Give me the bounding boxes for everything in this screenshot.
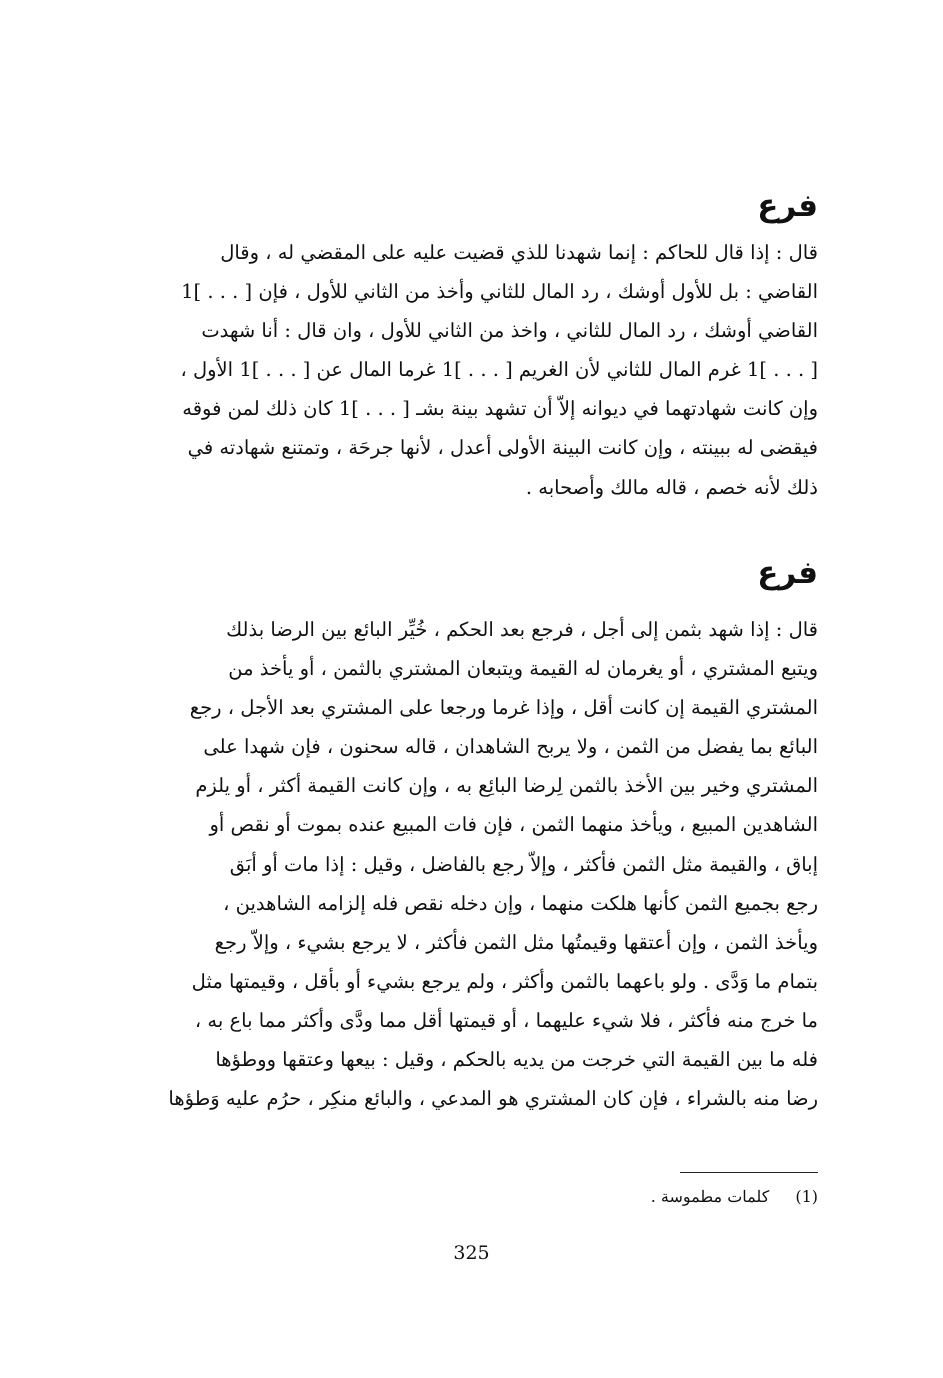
text-line: بتمام ما وَدَّى . ولو باعهما بالثمن وأكثر ، ولم يرجع بشيء أو بأقل ، وقيمتها مثل [191, 969, 818, 993]
footnote-text: كلمات مطموسة . [650, 1187, 770, 1206]
text-line: قال : إذا شهد بثمن إلى أجل ، فرجع بعد الحكم ، خُيِّر البائع بين الرضا بذلك [226, 618, 818, 641]
text-line: فيقضى له ببينته ، وإن كانت البينة الأولى أعدل ، لأنها جرحَة ، وتمتنع شهادته في [187, 436, 818, 460]
text-line: وإن كانت شهادتهما في ديوانه إلاّ أن تشهد بينة بشـ [ . . . ]1 كان ذلك لمن فوقه [182, 397, 818, 421]
text-line: رجع بجميع الثمن كأنها هلكت منهما ، وإن دخله نقص فله إلزامه الشاهدين ، [223, 891, 818, 915]
text-line: إباق ، والقيمة مثل الثمن فأكثر ، وإلاّ رجع بالفاضل ، وقيل : إذا مات أو أبَق [229, 852, 818, 876]
text-line: قال : إذا قال للحاكم : إنما شهدنا للذي قضيت عليه على المقضي له ، وقال [220, 241, 818, 264]
footnote-number: (1) [795, 1187, 818, 1206]
section-heading: فرع [757, 555, 818, 591]
text-line: ويأخذ الثمن ، وإن أعتقها وقيمتُها مثل الثمن فأكثر ، لا يرجع بشيء ، وإلاّ رجع [214, 930, 818, 954]
text-line: القاضي أوشك ، رد المال للثاني ، واخذ من الثاني للأول ، وان قال : أنا شهدت [201, 319, 818, 343]
text-line: [ . . . ]1 غرم المال للثاني لأن الغريم [ . . . ]1 غرما المال عن [ . . . ]1 الأول ، [180, 358, 818, 382]
footnote-divider [680, 1172, 818, 1173]
text-line: المشتري وخير بين الأخذ بالثمن لِرضا البائِع به ، وإن كانت القيمة أكثر ، أو يلزم [195, 774, 818, 798]
page-number: 325 [453, 1242, 490, 1264]
text-line: المشتري القيمة إن كانت أقل ، وإذا غرما ورجعا على المشتري بعد الأجل ، رجع [189, 696, 818, 720]
text-line: القاضي : بل للأول أوشك ، رد المال للثاني وأخذ من الثاني للأول ، فإن [ . . . ]1 [181, 280, 818, 304]
text-line: البائع بما يفضل من الثمن ، ولا يربح الشاهدان ، قاله سحنون ، فإن شهدا على [203, 735, 818, 759]
section-paragraph [150, 610, 818, 1118]
footnote [651, 1184, 818, 1210]
text-line: ما خرج منه فأكثر ، فلا شيء عليهما ، أو قيمتها أقل مما ودَّى وأكثر مما باع به ، [194, 1008, 818, 1032]
section-paragraph [150, 233, 818, 507]
text-line: رضا منه بالشراء ، فإن كان المشتري هو المدعي ، والبائع منكِر ، حرُم عليه وَطؤها [168, 1087, 818, 1111]
text-line: ذلك لأنه خصم ، قاله مالك وأصحابه . [525, 475, 818, 499]
text-line: الشاهدين المبيع ، ويأخذ منهما الثمن ، فإن فات المبيع عنده بموت أو نقص أو [209, 813, 818, 837]
section-heading: فرع [757, 188, 818, 224]
text-line: ويتبع المشتري ، أو يغرمان له القيمة ويتبعان المشتري بالثمن ، أو يأخذ من [228, 657, 818, 681]
text-line: فله ما بين القيمة التي خرجت من يديه بالحكم ، وقيل : بيعها وعتقها ووطؤها [215, 1048, 818, 1072]
